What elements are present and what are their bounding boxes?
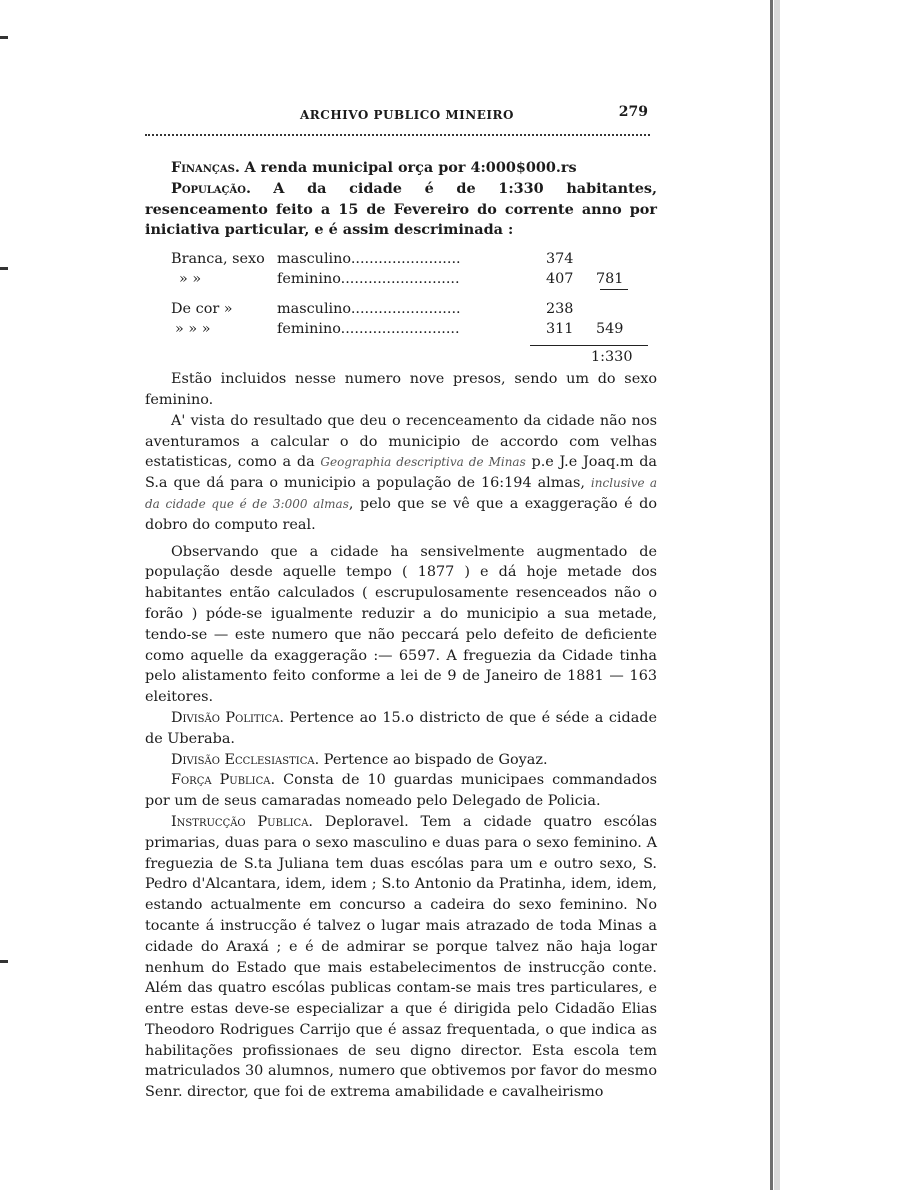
row-category: » » » [175, 321, 211, 338]
recenceamento-paragraph [145, 411, 657, 536]
presos-paragraph: Estão incluidos nesse numero nove presos, sendo um do sexo feminino. [145, 371, 657, 408]
p2-text-c: , pelo que se vê que a exaggeração é do dobro do computo real. [145, 495, 657, 533]
header-title: ARCHIVO PUBLICO MINEIRO [300, 108, 514, 122]
politica-label: Divisão Politica. [171, 709, 284, 726]
margin-mark [0, 267, 8, 270]
financas-paragraph [145, 158, 657, 179]
forca-label: Força Publica. [171, 772, 276, 789]
table-row [145, 299, 657, 319]
row-subtotal: 549 [596, 321, 624, 338]
row-category: » » [179, 271, 202, 288]
page-number: 279 [618, 104, 648, 120]
row-value: 407 [546, 271, 574, 288]
ecclesiastica-label: Divisão Ecclesiastica. [171, 751, 320, 768]
p2-italic-title: Geographia descriptiva de Minas [320, 455, 526, 470]
instruccao-paragraph [145, 812, 657, 1103]
table-total: 1:330 [591, 349, 633, 366]
subtotal-rule [600, 289, 628, 290]
financas-label: Finanças. [171, 159, 240, 176]
page-edge [770, 0, 773, 1190]
politica-paragraph [145, 708, 657, 750]
populacao-text: A da cidade é de 1:330 habitantes, resenceamento feito a 15 de Fevereiro do corrente anno por iniciativa particular, e é assim descriminada : [145, 179, 657, 239]
row-label: feminino.......................... [277, 271, 460, 288]
ecclesiastica-paragraph [145, 750, 657, 771]
page-edge-shadow [774, 0, 780, 1190]
running-header [145, 98, 650, 138]
row-subtotal: 781 [596, 271, 624, 288]
forca-text: Consta de 10 guardas municipaes commandados por um de seus camaradas nomeado pelo Delegado de Policia. [145, 772, 657, 810]
forca-paragraph [145, 770, 657, 812]
table-row [145, 319, 657, 339]
row-label: masculino........................ [277, 301, 461, 318]
p2-text-a: A' vista do resultado que deu o recenceamento da cidade não nos aventuramos a calcular o do municipio de accordo com velhas estatisticas, como a da [145, 412, 657, 471]
table-total-row [145, 347, 657, 367]
financas-text: A renda municipal orça por 4:000$000.rs [244, 159, 577, 176]
row-label: feminino.......................... [277, 321, 460, 338]
observando-paragraph: Observando que a cidade ha sensivelmente augmentado de população desde aquelle tempo ( 1877 ) e dá hoje metade dos habitantes então calculados ( escrupulosamente resenceados não o forão ) póde-se igualmente reduzir a do municipio a sua metade, tendo-se — este numero que não peccará pelo defeito de deficiente como aquelle da exaggeração :— 6597. A freguezia da Cidade tinha pelo alistamento feito conforme a lei de 9 de Janeiro de 1881 — 163 eleitores. [145, 543, 657, 706]
population-table [145, 249, 657, 366]
row-label: masculino........................ [277, 251, 461, 268]
p2-italic-note: inclusive a da cidade que é de 3:000 almas [145, 476, 657, 511]
row-value: 311 [546, 321, 574, 338]
instruccao-text: Deploravel. Tem a cidade quatro escólas primarias, duas para o sexo masculino e duas para o sexo feminino. A freguezia de S.ta Juliana tem duas escólas para um e outro sexo, S. Pedro d'Alcantara, idem, idem ; S.to Antonio da Pratinha, idem, idem, estando actualmente em concurso a cadeira do sexo feminino. No tocante á instrucção é talvez o lugar mais atrazado de toda Minas a cidade do Araxá ; e é de admirar se porque talvez não haja logar nenhum do Estado que mais estabelecimentos de instrucção conte. Além das quatro escólas publicas contam-se mais tres particulares, e entre estas deve-se especializar a que é dirigida pelo Cidadão Elias Theodoro Rodrigues Carrijo que é assaz frequentada, o que indica as habilitações profissionaes de seu digno director. Esta escola tem matriculados 30 alumnos, numero que obtivemos por favor do mesmo Senr. director, que foi de extrema amabilidade e cavalheirismo [145, 813, 657, 1101]
row-category: Branca, sexo [171, 251, 265, 268]
row-category: De cor » [171, 301, 233, 318]
p2-text-b: p.e J.e Joaq.m da S.a que dá para o municipio a população de 16:194 almas, [145, 454, 657, 492]
instruccao-label: Instrucção Publica. [171, 813, 313, 830]
table-row [145, 249, 657, 269]
populacao-paragraph [145, 179, 657, 241]
politica-text: Pertence ao 15.o districto de que é séde a cidade de Uberaba. [145, 709, 658, 747]
total-rule [530, 345, 648, 346]
margin-mark [0, 960, 8, 963]
page-body [145, 158, 657, 1103]
margin-mark [0, 36, 8, 39]
header-rule [145, 134, 650, 136]
populacao-label: População. [171, 179, 252, 197]
row-value: 238 [546, 301, 574, 318]
row-value: 374 [546, 251, 574, 268]
table-row [145, 269, 657, 289]
ecclesiastica-text: Pertence ao bispado de Goyaz. [323, 751, 548, 768]
